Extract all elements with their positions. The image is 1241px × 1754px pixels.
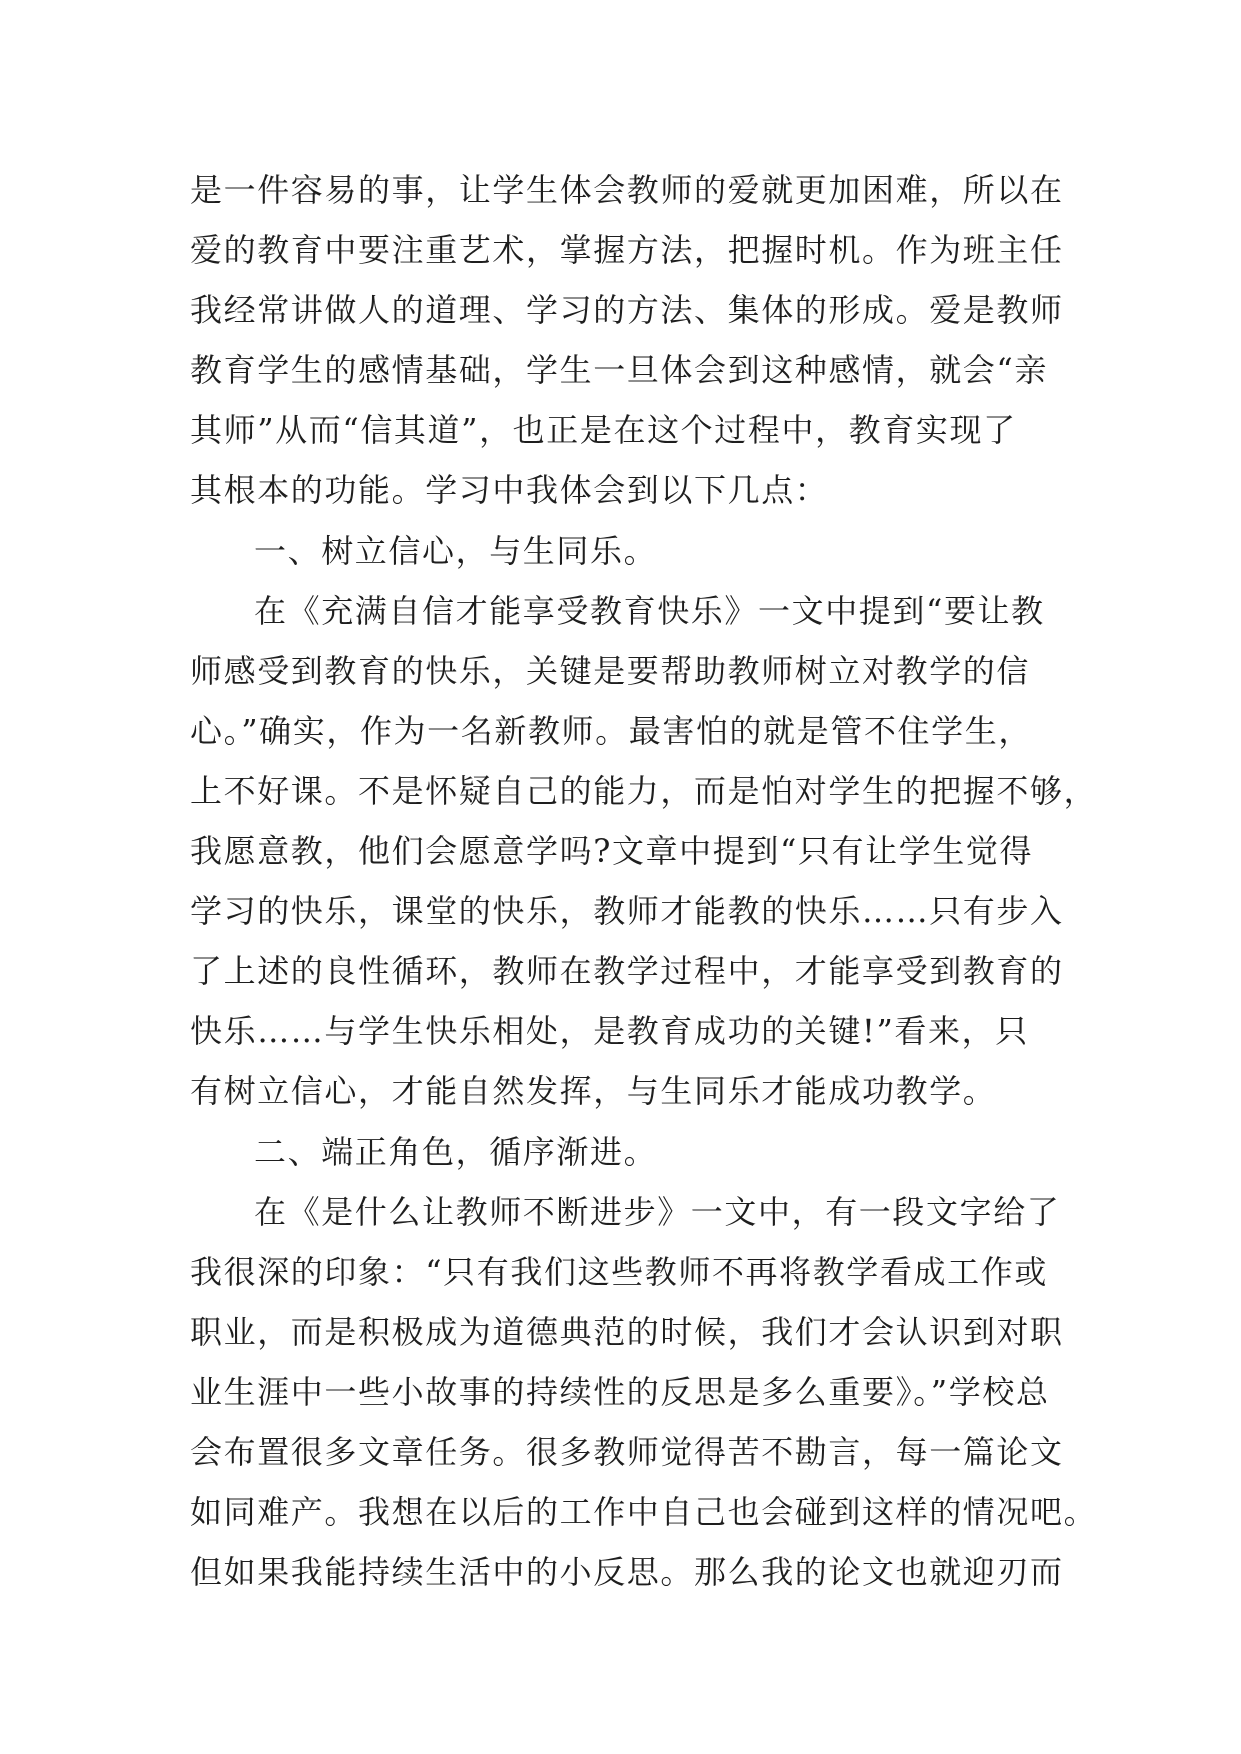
text-line: 师感受到教育的快乐，关键是要帮助教师树立对教学的信 (190, 651, 1031, 690)
text-line: 如同难产。我想在以后的工作中自己也会碰到这样的情况吧。 (190, 1493, 1098, 1532)
text-line: 我经常讲做人的道理、学习的方法、集体的形成。爱是教师 (190, 291, 1064, 330)
text-line: 学习的快乐，课堂的快乐，教师才能教的快乐……只有步入 (190, 892, 1064, 931)
text-line: 我很深的印象：“只有我们这些教师不再将教学看成工作或 (190, 1252, 1048, 1291)
text-line: 职业，而是积极成为道德典范的时候，我们才会认识到对职 (190, 1312, 1064, 1351)
text-line: 会布置很多文章任务。很多教师觉得苦不勘言，每一篇论文 (190, 1432, 1064, 1471)
text-line: 业生涯中一些小故事的持续性的反思是多么重要》。”学校总 (190, 1372, 1050, 1411)
text-line: 有树立信心，才能自然发挥，与生同乐才能成功教学。 (190, 1072, 997, 1111)
body-text (190, 160, 1098, 1602)
text-line: 在《是什么让教师不断进步》一文中，有一段文字给了 (254, 1192, 1061, 1231)
text-line: 教育学生的感情基础，学生一旦体会到这种感情，就会“亲 (190, 351, 1048, 390)
text-line: 但如果我能持续生活中的小反思。那么我的论文也就迎刃而 (190, 1553, 1064, 1592)
section-heading: 一、树立信心，与生同乐。 (254, 531, 658, 570)
text-line: 我愿意教，他们会愿意学吗?文章中提到“只有让学生觉得 (190, 832, 1034, 871)
text-line: 其师”从而“信其道”，也正是在这个过程中，教育实现了 (190, 411, 1017, 450)
text-line: 心。”确实，作为一名新教师。最害怕的就是管不住学生， (190, 711, 1032, 750)
text-line: 快乐……与学生快乐相处，是教育成功的关键!”看来，只 (190, 1012, 1029, 1051)
text-line: 在《充满自信才能享受教育快乐》一文中提到“要让教 (254, 591, 1045, 630)
text-line: 爱的教育中要注重艺术，掌握方法，把握时机。作为班主任 (190, 231, 1064, 270)
text-line: 了上述的良性循环，教师在教学过程中，才能享受到教育的 (190, 952, 1064, 991)
text-line: 上不好课。不是怀疑自己的能力，而是怕对学生的把握不够， (190, 771, 1098, 810)
section-heading: 二、端正角色，循序渐进。 (254, 1132, 658, 1171)
text-line: 是一件容易的事，让学生体会教师的爱就更加困难，所以在 (190, 171, 1064, 209)
text-line: 其根本的功能。学习中我体会到以下几点： (190, 471, 829, 510)
